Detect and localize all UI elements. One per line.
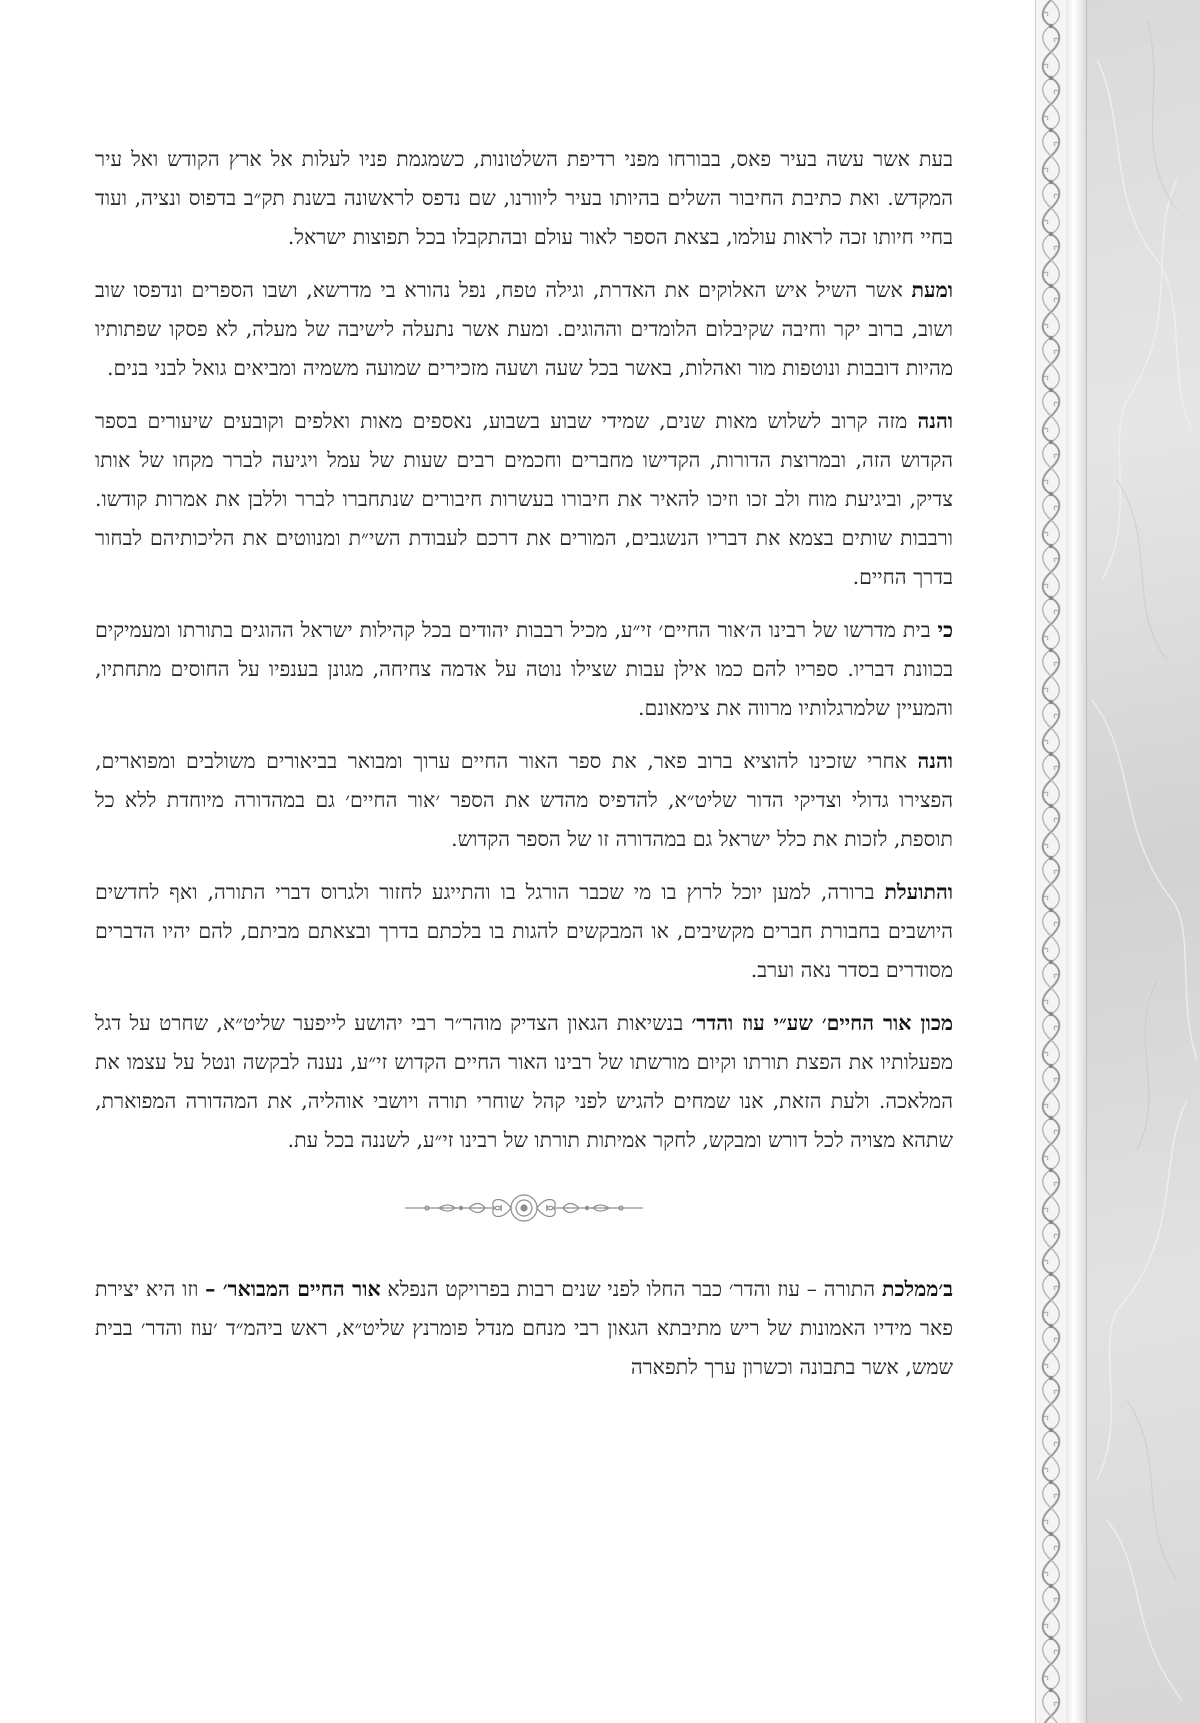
paragraph-text: מזה קרוב לשלוש מאות שנים, שמידי שבוע בשבוע, נאספים מאות ואלפים וקובעים שיעורים בספר הקדוש הזה, ובמרוצת הדורות, הקדישו מחברים וחכמים רבים שעות של עמל ויגיעה לברר מקחו של אותו צדיק, וביגיעת מוח ולב זכו וזיכו להאיר את חיבורו בעשרות חיבורים שנתחברו לברר וללבן את אמרות קודשו. ורבבות שותים בצמא את דבריו הנשגבים, המורים את דרכם לעבודת השי״ת ומנווטים את הליכותיהם לבחור בדרך החיים. — [95, 409, 953, 589]
vine-border-icon — [1036, 0, 1066, 1723]
text-column — [95, 140, 953, 1401]
paragraph-lead: ומעת — [911, 278, 953, 302]
paragraph-5 — [95, 742, 953, 859]
paragraph-lead: והתועלת — [884, 880, 953, 904]
paragraph-lead: והנה — [917, 409, 953, 433]
paragraph-6 — [95, 873, 953, 990]
closing-paragraph — [95, 1270, 953, 1387]
paragraph-text: בנשיאות הגאון הצדיק מוהר״ר רבי יהושע לייפער שליט״א, שחרט על דגל מפעלותיו את הפצת תורתו וקיום מורשתו של רבינו האור החיים הקדוש זי״ע, נענה לבקשה ונטל על עצמו את המלאכה. ולעת הזאת, אנו שמחים להגיש לפני קהל שוחרי תורה ויושבי אוהליה, את המהדורה המפוארת, שתהא מצויה לכל דורש ומבקש, לחקר אמיתות תורתו של רבינו זי״ע, לשננה בכל עת. — [95, 1011, 953, 1152]
closing-text-part2: וזו היא יצירת פאר מידיו האמונות של ריש מתיבתא הגאון רבי מנחם מנדל פומרנץ שליט״א, ראש ביהמ״ד ׳עוז והדר׳ בבית שמש, אשר בתבונה וכשרון ערך לתפארה — [95, 1277, 953, 1379]
paragraph-3 — [95, 402, 953, 597]
ornamental-divider — [95, 1188, 953, 1228]
paragraph-lead: כי — [937, 618, 953, 642]
paragraph-1 — [95, 140, 953, 257]
closing-text-part1: התורה – עוז והדר׳ כבר החלו לפני שנים רבות בפרויקט הנפלא — [380, 1277, 882, 1301]
closing-lead: ב׳ממלכת — [881, 1277, 953, 1301]
marble-texture-panel — [1087, 0, 1200, 1723]
paragraph-text: בעת אשר עשה בעיר פאס, בבורחו מפני רדיפת השלטונות, כשמגמת פניו לעלות אל ארץ הקודש ואל עיר המקדש. ואת כתיבת החיבור השלים בהיותו בעיר ליוורנו, שם נדפס לראשונה בשנת תק״ב בדפוס ונציה, ועוד בחיי חיותו זכה לראות עולמו, בצאת הספר לאור עולם ובהתקבלו בכל תפוצות ישראל. — [95, 147, 953, 249]
flourish-ornament-icon — [399, 1190, 649, 1226]
paragraph-text: אחרי שזכינו להוציא ברוב פאר, את ספר האור החיים ערוך ומבואר בביאורים משולבים ומפוארים, הפצירו גדולי וצדיקי הדור שליט״א, להדפיס מהדש את הספר ׳אור החיים׳ גם במהדורה מיוחדת ללא כל תוספת, לזכות את כלל ישראל גם במהדורה זו של הספר הקדוש. — [95, 749, 953, 851]
paragraph-2 — [95, 271, 953, 388]
paragraph-text: ברורה, למען יוכל לרוץ בו מי שכבר הורגל בו והתייגע לחזור ולגרוס דברי התורה, ואף לחדשים היושבים בחבורת חברים מקשיבים, או המבקשים להגות בו בלכתם בדרך ובצאתם מביתם, להם יהיו הדברים מסודרים בסדר נאה וערב. — [95, 880, 953, 982]
paragraph-lead: והנה — [917, 749, 953, 773]
silver-edge-band — [1066, 0, 1087, 1723]
closing-bold-title: אור החיים המבואר׳ – — [205, 1277, 381, 1301]
decorative-border-band — [1035, 0, 1067, 1723]
paragraph-text: בית מדרשו של רבינו ה׳אור החיים׳ זי״ע, מכיל רבבות יהודים בכל קהילות ישראל ההוגים בתורתו ומעמיקים בכוונת דבריו. ספריו להם כמו אילן עבות שצילו נוטה על אדמה צחיחה, מגונן בענפיו על החוסים מתחתיו, והמעיין שלמרגלותיו מרווה את צימאונם. — [95, 618, 953, 720]
paragraph-lead: מכון אור החיים׳ שע״י עוז והדר׳ — [691, 1011, 953, 1035]
paragraph-4 — [95, 611, 953, 728]
paragraph-7 — [95, 1004, 953, 1160]
marble-veins-icon — [1087, 0, 1200, 1723]
paragraph-text: אשר השיל איש האלוקים את האדרת, וגילה טפח, נפל נהורא בי מדרשא, ושבו הספרים ונדפסו שוב ושוב, ברוב יקר וחיבה שקיבלום הלומדים וההוגים. ומעת אשר נתעלה לישיבה של מעלה, לא פסקו שפתותיו מהיות דובבות ונוטפות מור ואהלות, באשר בכל שעה ושעה מזכירים שמועה משמיה ומביאים גואל לבני בנים. — [95, 278, 953, 380]
